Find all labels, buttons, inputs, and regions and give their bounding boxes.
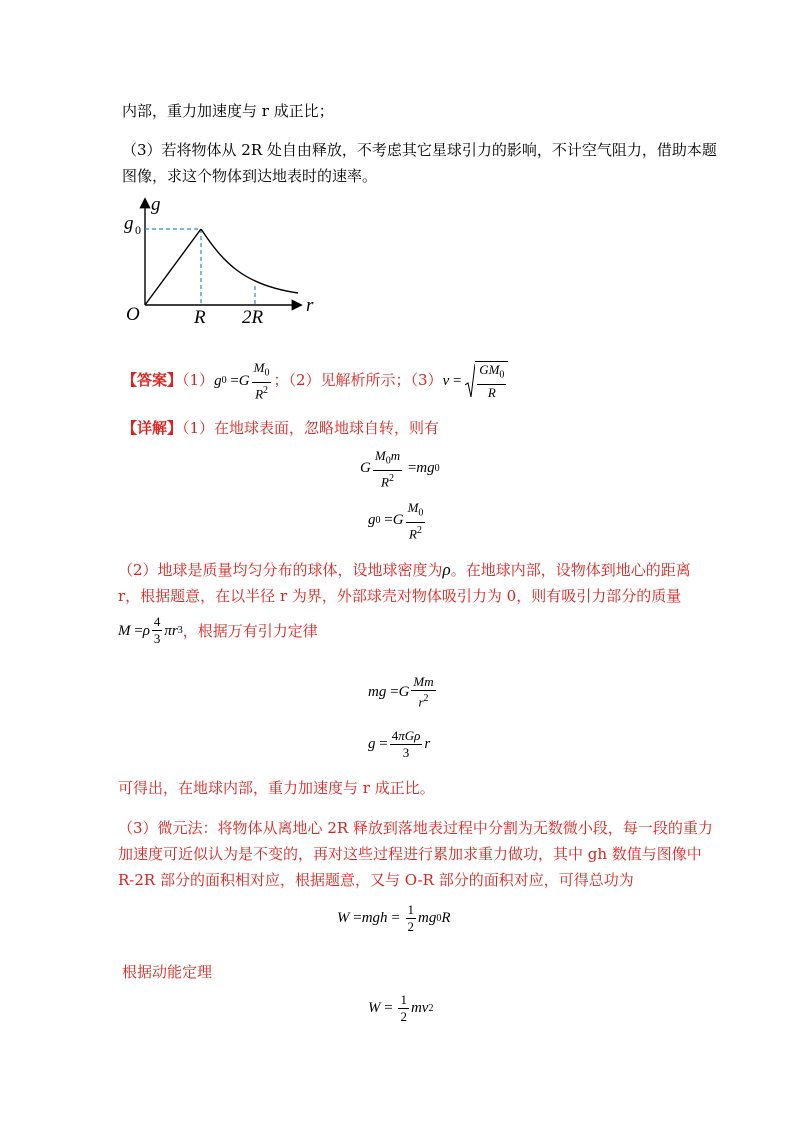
mass-formula: M = ρ $\frac{4}{3}$ πr 3 <box>118 614 183 646</box>
intro-line: 内部，重力加速度与 r 成正比； <box>122 102 334 120</box>
detail-line: 【详解】（1）在地球表面，忽略地球自转，则有 <box>122 419 440 437</box>
part2-conclusion: 可得出，在地球内部，重力加速度与 r 成正比。 <box>118 779 435 797</box>
equation-gravity-surface: G $\frac{M_0m}{R^2}$ = mg 0 <box>360 448 440 489</box>
part3-line1: （3）微元法：将物体从离地心 2R 释放到落地表过程中分割为无数微小段，每一段的重力 <box>118 819 713 837</box>
equation-g0: g 0 = G $\frac{M_0}{R^2}$ <box>368 500 424 541</box>
part2-line1: （2）地球是质量均匀分布的球体，设地球密度为ρ。在地球内部，设物体到地心的距离 <box>118 560 691 579</box>
y-axis-label: g <box>151 194 161 215</box>
g0-subscript: 0 <box>135 223 141 237</box>
g0-label: g <box>124 213 134 234</box>
part3-line4: 根据动能定理 <box>122 963 213 981</box>
x-axis-label: r <box>306 295 314 316</box>
answer-formula-1: g 0 = G $\frac{M_0}{R^2}$ <box>214 360 270 401</box>
tick-R: R <box>194 307 206 327</box>
equation-g-inside: g = $\frac{\text{4πGρ}}{3}$ r <box>368 728 431 760</box>
g-vs-r-graph <box>118 192 323 327</box>
part2-line3: M = ρ $\frac{4}{3}$ πr 3 ，根据万有引力定律 <box>118 614 318 646</box>
origin-label: O <box>126 304 140 325</box>
inverse-square-curve <box>201 229 298 293</box>
part2-line2: r，根据题意，在以半径 r 为界，外部球壳对物体吸引力为 0，则有吸引力部分的质量 <box>118 587 682 605</box>
detail-tag: 【详解】 <box>122 419 183 437</box>
part3-line3: R-2R 部分的面积相对应，根据题意，又与 O-R 部分的面积对应，可得总功为 <box>118 871 634 889</box>
linear-segment <box>145 229 201 305</box>
question3-line2: 图像，求这个物体到达地表时的速率。 <box>122 167 378 185</box>
part3-line2: 加速度可近似认为是不变的，再对这些过程进行累加求重力做功，其中 gh 数值与图像中 <box>118 845 702 863</box>
answer-tag: 【答案】 <box>122 370 183 389</box>
answer-formula-3: v = $\frac{GM_0}{R}$ <box>443 361 509 401</box>
answer-line: 【答案】（1） g 0 = G $\frac{M_0}{R^2}$ ；（2）见解析所示；（3） v = $\frac{GM_0}{R}$ <box>122 360 508 402</box>
equation-work: W = mgh = $\frac{1}{2}$ mg 0 R <box>337 902 451 934</box>
question3-line1: （3）若将物体从 2R 处自由释放，不考虑其它星球引力的影响，不计空气阻力，借助本题 <box>122 141 717 159</box>
tick-2R: 2R <box>242 307 264 327</box>
equation-mg: mg = G $\frac{Mm}{r^2}$ <box>368 674 434 710</box>
equation-kinetic: W = $\frac{1}{2}$ mv 2 <box>368 992 434 1024</box>
